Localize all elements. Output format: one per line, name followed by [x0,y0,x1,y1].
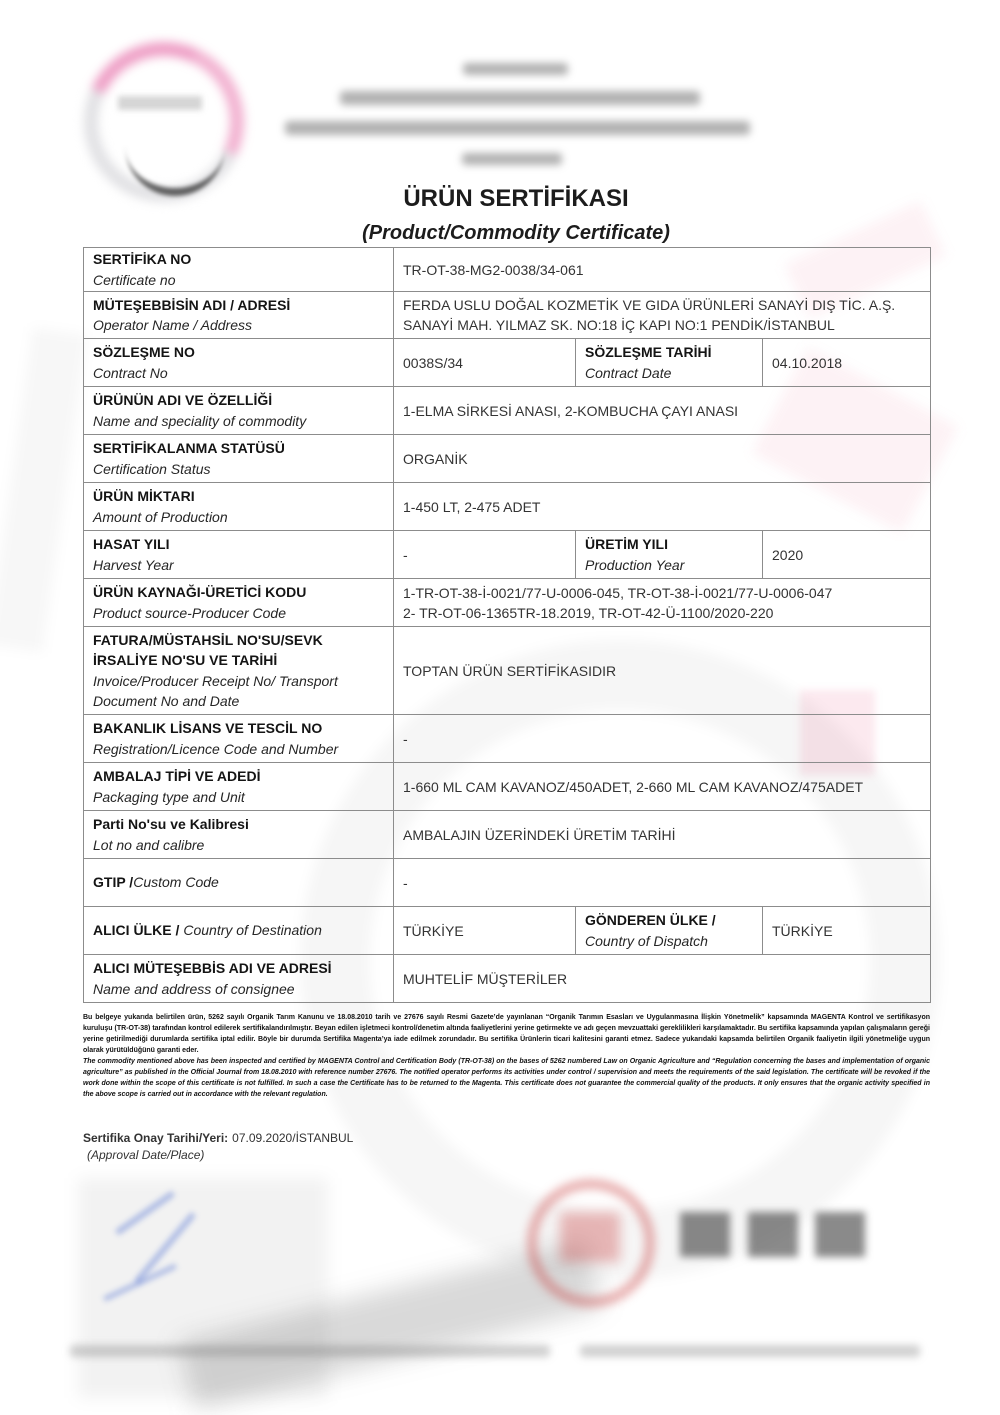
destination-label [84,907,394,955]
certificate-no-row [84,248,931,292]
label-en: Document No and Date [93,693,240,709]
production-year-value: 2020 [763,531,931,579]
watermark-shape [0,328,87,653]
label-tr: ÜRETİM YILI [585,536,668,552]
label-tr: FATURA/MÜSTAHSİL NO'SU/SEVK [93,631,323,648]
consignee-label [84,955,394,1003]
label-tr: Parti No'su ve Kalibresi [93,816,249,832]
label-en: Name and speciality of commodity [93,412,307,429]
status-row [84,435,931,483]
contract-row [84,339,931,387]
label-tr: ÜRÜN KAYNAĞI-ÜRETİCİ KODU [93,584,307,600]
certificate-no-label [84,248,394,292]
destination-value: TÜRKİYE [394,907,576,955]
label-en: Certification Status [93,460,211,477]
blurred-accreditation-logo [680,1212,730,1257]
label-tr: SERTİFİKA NO [93,251,192,267]
label-en: Custom Code [133,874,219,891]
approval-line [83,1130,353,1146]
label-en: Contract Date [585,364,672,381]
invoice-label [84,627,394,715]
blurred-footer-text [580,1345,920,1357]
packaging-row [84,763,931,811]
harvest-year-label [84,531,394,579]
commodity-label [84,387,394,435]
harvest-row [84,531,931,579]
blurred-accreditation-logo [815,1212,865,1257]
registration-label [84,715,394,763]
blurred-header-text [463,63,568,75]
lot-label [84,811,394,859]
source-value [394,579,931,627]
gtip-label [84,859,394,907]
blurred-stamp-center [560,1212,620,1262]
blurred-header-text [462,153,562,165]
dispatch-label [576,907,763,955]
document-title: ÜRÜN SERTİFİKASI [403,185,629,212]
certificate-table [83,247,931,1003]
blurred-header-text [340,91,700,105]
document-subtitle: (Product/Commodity Certificate) [362,222,670,244]
registration-value: - [394,715,931,763]
lot-row [84,811,931,859]
blurred-header-text [285,121,750,135]
label-tr: SÖZLEŞME TARİHİ [585,344,712,360]
production-year-label [576,531,763,579]
source-label [84,579,394,627]
label-en: Country of Destination [183,922,322,939]
operator-value [394,292,931,339]
certificate-no-value: TR-OT-38-MG2-0038/34-061 [394,248,931,292]
approval-label: Sertifika Onay Tarihi/Yeri: [83,1131,229,1145]
label-tr: ALICI MÜTEŞEBBİS ADI VE ADRESİ [93,960,332,976]
dispatch-value: TÜRKİYE [763,907,931,955]
blurred-logo-text [118,96,202,110]
operator-name: FERDA USLU DOĞAL KOZMETİK VE GIDA ÜRÜNLERİ SANAYİ DIŞ TİC. A.Ş. [403,297,896,313]
label-tr: SÖZLEŞME NO [93,344,195,360]
source-code-line: 2- TR-OT-06-1365TR-18.2019, TR-OT-42-Ü-1100/2020-220 [403,604,774,621]
label-tr: MÜTEŞEBBİSİN ADI / ADRESİ [93,296,291,313]
registration-row [84,715,931,763]
source-row [84,579,931,627]
label-tr: ÜRÜN MİKTARI [93,488,195,504]
gtip-row [84,859,931,907]
contract-no-label [84,339,394,387]
invoice-value: TOPTAN ÜRÜN SERTİFİKASIDIR [394,627,931,715]
commodity-row [84,387,931,435]
operator-address: SANAYİ MAH. YILMAZ SK. NO:18 İÇ KAPI NO:1 PENDİK/İSTANBUL [403,317,835,333]
destination-row [84,907,931,955]
consignee-row [84,955,931,1003]
label-tr: HASAT YILI [93,536,170,552]
label-en: Registration/Licence Code and Number [93,740,339,757]
label-en: Packaging type and Unit [93,788,245,805]
label-en: Contract No [93,364,168,381]
source-code-line: 1-TR-OT-38-İ-0021/77-U-0006-045, TR-OT-38-İ-0021/77-U-0006-047 [403,584,833,601]
contract-date-value: 04.10.2018 [763,339,931,387]
label-en: Name and address of consignee [93,980,295,997]
label-en: Operator Name / Address [93,317,252,333]
label-en: Certificate no [93,271,176,288]
blurred-footer-text [70,1345,550,1357]
amount-label [84,483,394,531]
contract-date-label [576,339,763,387]
amount-value: 1-450 LT, 2-475 ADET [394,483,931,531]
packaging-label [84,763,394,811]
label-tr: ÜRÜNÜN ADI VE ÖZELLİĞİ [93,392,273,408]
amount-row [84,483,931,531]
label-tr: GTIP / [93,874,134,891]
commodity-value: 1-ELMA SİRKESİ ANASI, 2-KOMBUCHA ÇAYI ANASI [394,387,931,435]
operator-label [84,292,394,339]
label-tr: GÖNDEREN ÜLKE / [585,912,716,928]
label-en: Harvest Year [93,556,174,573]
consignee-value: MUHTELİF MÜŞTERİLER [394,955,931,1003]
label-en: Invoice/Producer Receipt No/ Transport [93,672,338,689]
label-en: Country of Dispatch [585,932,708,949]
label-en: Production Year [585,556,685,573]
legal-notes [83,1012,930,1100]
status-label [84,435,394,483]
label-tr: BAKANLIK LİSANS VE TESCİL NO [93,720,323,736]
harvest-year-value: - [394,531,576,579]
label-tr: İRSALİYE NO'SU VE TARİHİ [93,652,278,668]
operator-row [84,292,931,339]
label-tr: AMBALAJ TİPİ VE ADEDİ [93,768,261,784]
packaging-value: 1-660 ML CAM KAVANOZ/450ADET, 2-660 ML CAM KAVANOZ/475ADET [394,763,931,811]
label-en: Amount of Production [93,508,228,525]
lot-value: AMBALAJIN ÜZERİNDEKİ ÜRETİM TARİHİ [394,811,931,859]
contract-no-value: 0038S/34 [394,339,576,387]
label-en: Product source-Producer Code [93,604,286,621]
approval-label-en: (Approval Date/Place) [87,1148,205,1162]
approval-value: 07.09.2020/İSTANBUL [232,1131,354,1145]
invoice-row [84,627,931,715]
blurred-accreditation-logo [748,1212,798,1257]
label-tr: ALICI ÜLKE / [93,922,180,939]
legal-note-tr: Bu belgeye yukarıda belirtilen ürün, 5262 sayılı Organik Tarım Kanunu ve 18.08.2010 tarih ve 27676 sayılı Resmi Gazete’de yayınlanan “Organik Tarımın Esasları ve Uygulanmasına İlişkin Yönetmelik” kapsamında MAGENTA Kontrol ve sertifikasyon kuruluşu (TR-OT-38) tarafından kontrol edilerek sertifikalandırılmıştır. Beyan edilen işletmeci kontrol/denetim altında faaliyetlerini yerine getirmekte ve adı geçen mevzuattaki gereklilikleri karşılamaktadır. Bu sertifika kapsamında yapılan çalışmaların gereği yerine getirilmediği durumlarda sertifika iptal edilir. Böyle bir durumda Sertifika Magenta’ya iade edilmek zorundadır. Bu sertifika Ürünlerin ticari kalitesini garanti etmez. Sadece yukarıdaki kapsamda belirtilen Organik faaliyetin ilgili yönetmeliğe uygun olarak yürütüldüğünü garanti eder. [83,1014,930,1054]
status-value: ORGANİK [394,435,931,483]
gtip-value: - [394,859,931,907]
legal-note-en: The commodity mentioned above has been inspected and certified by MAGENTA Control and Certification Body (TR-OT-38) on the bases of 5262 numbered Law on Organic Agriculture and “Regulation concerning the bases and implementation of organic agriculture” as published in the Official Journal from 18.08.2010 with reference number 27676. The notified operator performs its activities under control / supervision and meets the requirements of the said legislation. The certificate will be revoked if the work done within the scope of this certificate is not fulfilled. In such a case the Certificate has to be returned to the Magenta. This certificate does not guarantee the commercial quality of the products. It only ensures that the organic activity specified in the above scope is carried out in accordance with the relevant regulation. [83,1058,930,1098]
label-en: Lot no and calibre [93,836,205,853]
label-tr: SERTİFİKALANMA STATÜSÜ [93,440,285,456]
